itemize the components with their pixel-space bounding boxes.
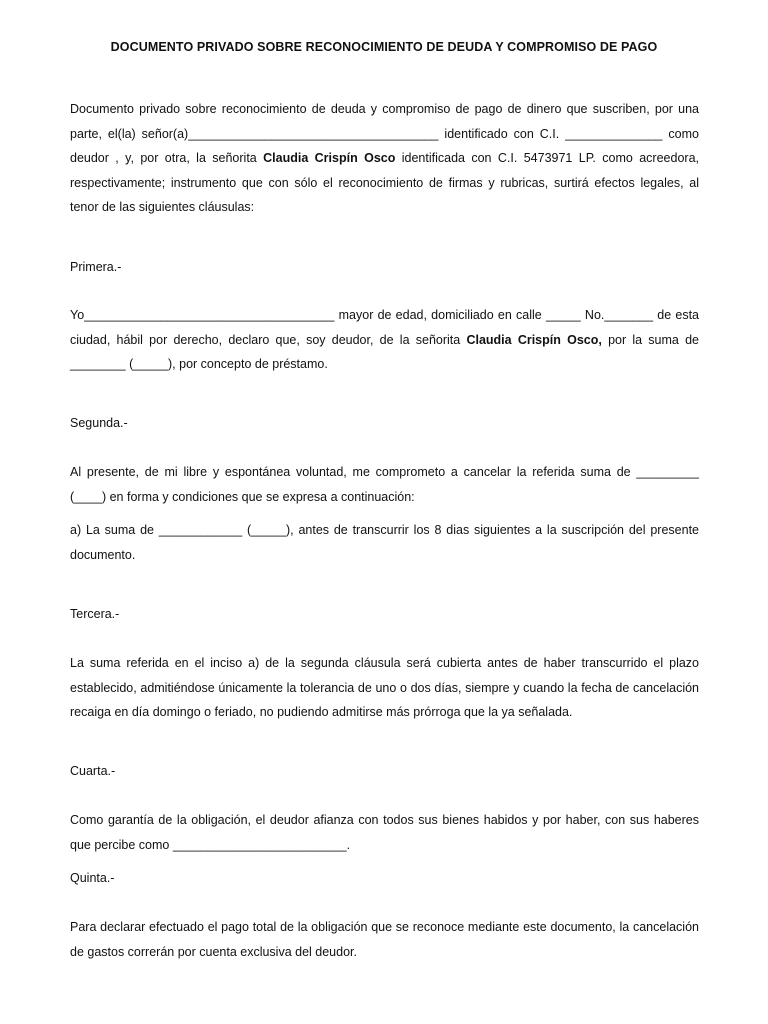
clause-tercera-heading: Tercera.- [70,607,120,621]
clause-primera-heading: Primera.- [70,260,122,274]
clause-quinta-heading: Quinta.- [70,871,115,885]
clause-segunda-paragraph: Al presente, de mi libre y espontánea voluntad, me comprometo a cancelar la referida suma de _________ (____) en forma y condiciones que se expresa a continuación: [70,465,699,504]
intro-text-1: Documento privado sobre reconocimiento de deuda y compromiso de pago de dinero que suscriben, por una parte, el(la) señor(a)____________________________________ identificado con C.I. ______________ como deudor , y, por otra, la señorita [70,102,699,165]
creditor-name: Claudia Crispín Osco [263,151,396,165]
intro-paragraph [70,97,699,220]
clause-segunda-item-a: a) La suma de ____________ (_____), antes de transcurrir los 8 dias siguientes a la suscripción del presente documento. [70,523,699,562]
primera-text-2: por la suma de ________ (_____), por concepto de préstamo. [70,332,699,371]
document-title: DOCUMENTO PRIVADO SOBRE RECONOCIMIENTO DE DEUDA Y COMPROMISO DE PAGO [110,40,658,54]
creditor-name: Claudia Crispín Osco, [466,332,602,347]
clause-cuarta-paragraph: Como garantía de la obligación, el deudor afianza con todos sus bienes habidos y por haber, con sus haberes que percibe como _________________________. [70,813,699,852]
clause-cuarta-heading: Cuarta.- [70,764,116,778]
clause-segunda-heading: Segunda.- [70,416,128,430]
primera-text-1: Yo____________________________________ mayor de edad, domiciliado en calle _____ No._______ de esta ciudad, hábil por derecho, declaro que, soy deudor, de la señorita [70,308,699,347]
clause-quinta-paragraph: Para declarar efectuado el pago total de la obligación que se reconoce mediante este documento, la cancelación de gastos correrán por cuenta exclusiva del deudor. [70,920,699,959]
clause-tercera-paragraph: La suma referida en el inciso a) de la segunda cláusula será cubierta antes de haber transcurrido el plazo establecido, admitiéndose únicamente la tolerancia de uno o dos días, siempre y cuando la fecha de cancelación recaiga en día domingo o feriado, no pudiendo admitirse más prórroga que la ya señalada. [70,656,699,719]
intro-text-2: identificada con C.I. 5473971 LP. como acreedora, respectivamente; instrumento que con sólo el reconocimiento de firmas y rubricas, surtirá efectos legales, al tenor de las siguientes cláusulas: [70,151,699,214]
clause-primera-paragraph [70,303,699,377]
